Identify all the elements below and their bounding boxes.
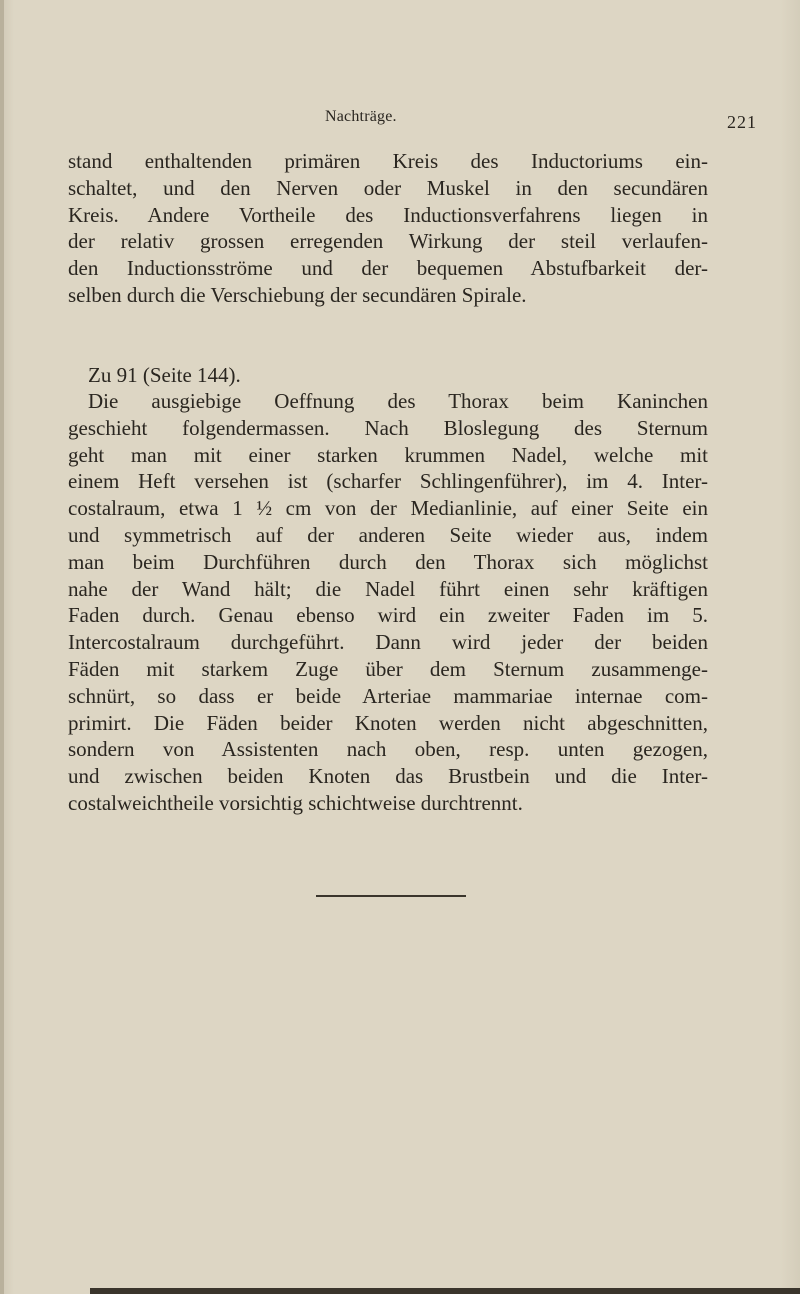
text-line: geht man mit einer starken krummen Nadel, welche mit (68, 442, 708, 467)
text-line: geschieht folgendermassen. Nach Bloslegung des Sternum (68, 415, 708, 440)
text-line: stand enthaltenden primären Kreis des Inductoriums ein- (68, 149, 708, 173)
text-line: costalraum, etwa 1 ½ cm von der Medianlinie, auf einer Seite ein (68, 496, 708, 521)
text-line: selben durch die Verschiebung der secundären Spirale. (68, 282, 527, 307)
text-line: Faden durch. Genau ebenso wird ein zweiter Faden im 5. (68, 603, 708, 628)
section-heading: Zu 91 (Seite 144). (88, 363, 241, 387)
text-line: costalweichtheile vorsichtig schichtweise durchtrennt. (68, 790, 523, 815)
text-line: primirt. Die Fäden beider Knoten werden nicht abgeschnitten, (68, 710, 708, 735)
page-left-edge (0, 0, 4, 1294)
paragraph-1 (68, 148, 708, 309)
text-line: und symmetrisch auf der anderen Seite wieder aus, indem (68, 522, 708, 547)
page-bottom-edge (90, 1288, 800, 1294)
paragraph-2 (68, 388, 708, 817)
section-divider-rule (316, 895, 466, 897)
text-line: nahe der Wand hält; die Nadel führt einen sehr kräftigen (68, 576, 708, 601)
text-line: schnürt, so dass er beide Arteriae mammariae internae com- (68, 683, 708, 708)
text-line: den Inductionsströme und der bequemen Abstufbarkeit der- (68, 256, 708, 281)
text-line: Intercostalraum durchgeführt. Dann wird jeder der beiden (68, 630, 708, 655)
text-line: einem Heft versehen ist (scharfer Schlingenführer), im 4. Inter- (68, 469, 708, 494)
running-head: Nachträge. (325, 108, 397, 125)
page-number: 221 (727, 112, 757, 132)
text-line: der relativ grossen erregenden Wirkung der steil verlaufen- (68, 229, 708, 254)
text-line: sondern von Assistenten nach oben, resp. unten gezogen, (68, 737, 708, 762)
text-line: Die ausgiebige Oeffnung des Thorax beim Kaninchen (88, 389, 708, 413)
page-header (0, 106, 800, 136)
text-line: schaltet, und den Nerven oder Muskel in den secundären (68, 175, 708, 200)
text-line: Fäden mit starkem Zuge über dem Sternum zusammenge- (68, 656, 708, 681)
text-line: man beim Durchführen durch den Thorax sich möglichst (68, 549, 708, 574)
text-line: Kreis. Andere Vortheile des Inductionsverfahrens liegen in (68, 202, 708, 227)
text-line: und zwischen beiden Knoten das Brustbein und die Inter- (68, 764, 708, 789)
